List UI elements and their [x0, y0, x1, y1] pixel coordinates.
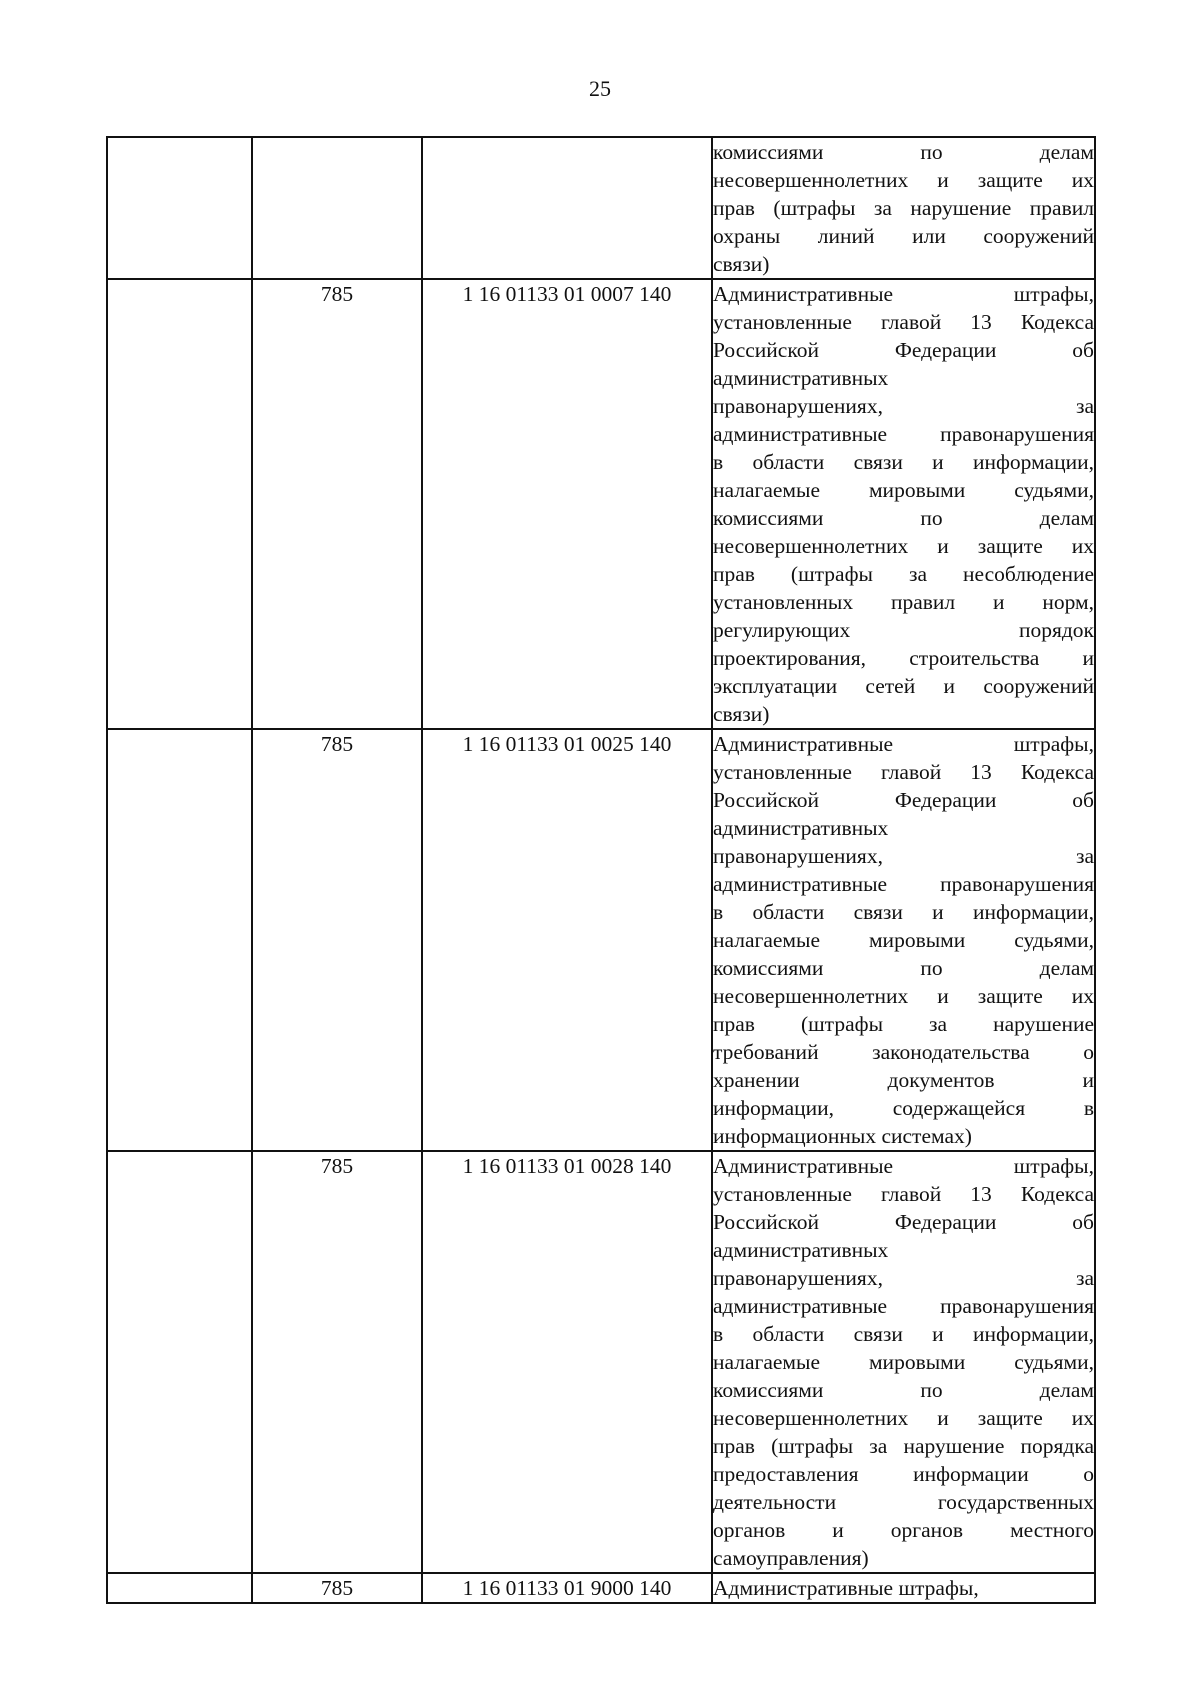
admin-code-cell: 785: [252, 1151, 422, 1573]
description-line: административные правонарушения: [713, 872, 1094, 896]
budget-classification-code-cell: [422, 137, 712, 279]
budget-codes-table: [106, 136, 1096, 1604]
admin-code-cell: 785: [252, 1573, 422, 1603]
description-line: в области связи и информации,: [713, 450, 1094, 474]
description-cell: [712, 1573, 1095, 1603]
description-line: эксплуатации сетей и сооружений: [713, 674, 1094, 698]
description-line: проектирования, строительства и: [713, 646, 1094, 670]
description-line: предоставления информации о: [713, 1462, 1094, 1486]
description-line: налагаемые мировыми судьями,: [713, 478, 1094, 502]
description-line: административных: [713, 816, 889, 840]
page-number: 25: [589, 76, 611, 101]
description-line: Российской Федерации об: [713, 1210, 1094, 1234]
table-row: [107, 1573, 1095, 1603]
description-line: комиссиями по делам: [713, 506, 1094, 530]
description-line: административных: [713, 366, 889, 390]
description-line: прав (штрафы за несоблюдение: [713, 562, 1094, 586]
description-cell: [712, 729, 1095, 1151]
description-line: несовершеннолетних и защите их: [713, 168, 1094, 192]
admin-code-cell: 785: [252, 729, 422, 1151]
description-line: в области связи и информации,: [713, 900, 1094, 924]
description-line: установленные главой 13 Кодекса: [713, 310, 1094, 334]
description-line: регулирующих порядок: [713, 618, 1094, 642]
description-line: административные правонарушения: [713, 422, 1094, 446]
empty-cell: [107, 1151, 252, 1573]
description-line: информационных системах): [713, 1124, 972, 1148]
description-line: хранении документов и: [713, 1068, 1094, 1092]
empty-cell: [107, 279, 252, 729]
description-line: установленные главой 13 Кодекса: [713, 1182, 1094, 1206]
table-row: [107, 137, 1095, 279]
description-line: правонарушениях, за: [713, 1266, 1094, 1290]
description-line: установленные главой 13 Кодекса: [713, 760, 1094, 784]
description-line: административные правонарушения: [713, 1294, 1094, 1318]
description-cell: [712, 137, 1095, 279]
description-line: правонарушениях, за: [713, 844, 1094, 868]
description-line: налагаемые мировыми судьями,: [713, 1350, 1094, 1374]
description-line: несовершеннолетних и защите их: [713, 984, 1094, 1008]
admin-code-cell: [252, 137, 422, 279]
description-line: налагаемые мировыми судьями,: [713, 928, 1094, 952]
empty-cell: [107, 729, 252, 1151]
description-line: связи): [713, 252, 770, 276]
description-line: Российской Федерации об: [713, 788, 1094, 812]
description-line: комиссиями по делам: [713, 956, 1094, 980]
description-line: несовершеннолетних и защите их: [713, 1406, 1094, 1430]
admin-code-cell: 785: [252, 279, 422, 729]
table-row: [107, 279, 1095, 729]
description-line: связи): [713, 702, 770, 726]
description-line: несовершеннолетних и защите их: [713, 534, 1094, 558]
description-line: самоуправления): [713, 1546, 869, 1570]
description-line: Административные штрафы,: [713, 1154, 1094, 1178]
empty-cell: [107, 1573, 252, 1603]
description-line: установленных правил и норм,: [713, 590, 1094, 614]
budget-classification-code-cell: 1 16 01133 01 9000 140: [422, 1573, 712, 1603]
description-line: деятельности государственных: [713, 1490, 1094, 1514]
budget-classification-code-cell: 1 16 01133 01 0025 140: [422, 729, 712, 1151]
description-line: комиссиями по делам: [713, 1378, 1094, 1402]
description-line: требований законодательства о: [713, 1040, 1094, 1064]
description-line: Административные штрафы,: [713, 1576, 979, 1600]
description-line: комиссиями по делам: [713, 140, 1094, 164]
table-row: [107, 729, 1095, 1151]
description-cell: [712, 279, 1095, 729]
budget-classification-code-cell: 1 16 01133 01 0028 140: [422, 1151, 712, 1573]
table-row: [107, 1151, 1095, 1573]
empty-cell: [107, 137, 252, 279]
description-line: прав (штрафы за нарушение правил: [713, 196, 1094, 220]
description-line: прав (штрафы за нарушение: [713, 1012, 1094, 1036]
description-cell: [712, 1151, 1095, 1573]
description-line: Российской Федерации об: [713, 338, 1094, 362]
description-line: административных: [713, 1238, 889, 1262]
description-line: органов и органов местного: [713, 1518, 1094, 1542]
description-line: Административные штрафы,: [713, 732, 1094, 756]
table-body: [107, 137, 1095, 1603]
budget-classification-code-cell: 1 16 01133 01 0007 140: [422, 279, 712, 729]
description-line: Административные штрафы,: [713, 282, 1094, 306]
description-line: в области связи и информации,: [713, 1322, 1094, 1346]
description-line: прав (штрафы за нарушение порядка: [713, 1434, 1094, 1458]
description-line: охраны линий или сооружений: [713, 224, 1094, 248]
description-line: информации, содержащейся в: [713, 1096, 1094, 1120]
description-line: правонарушениях, за: [713, 394, 1094, 418]
